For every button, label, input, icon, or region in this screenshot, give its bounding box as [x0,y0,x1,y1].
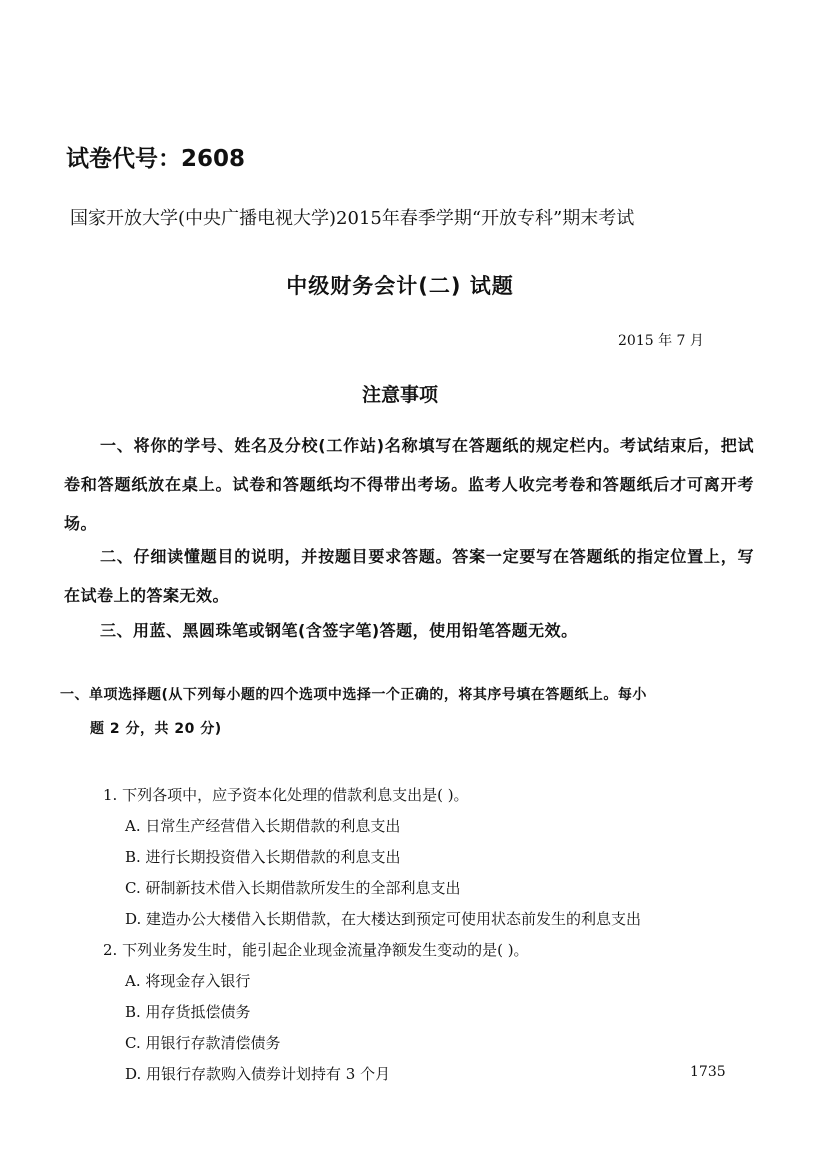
question-1-option-b: B. 进行长期投资借入长期借款的利息支出 [125,848,401,866]
section-heading [60,678,760,746]
question-1-option-a: A. 日常生产经营借入长期借款的利息支出 [125,817,401,835]
question-1-option-c: C. 研制新技术借入长期借款所发生的全部利息支出 [125,879,461,897]
question-1-stem: 1. 下列各项中，应予资本化处理的借款利息支出是( )。 [103,786,469,804]
section-heading-line2: 题 2 分，共 20 分) [90,721,222,737]
question-2-stem: 2. 下列业务发生时，能引起企业现金流量净额发生变动的是( )。 [103,941,529,959]
exam-title: 中级财务会计(二) 试题 [286,274,514,298]
notice-item-2: 二、仔细读懂题目的说明，并按题目要求答题。答案一定要写在答题纸的指定位置上，写在试卷上的答案无效。 [64,547,754,605]
question-1-option-d: D. 建造办公大楼借入长期借款，在大楼达到预定可使用状态前发生的利息支出 [125,910,642,928]
section-heading-line1: 一、单项选择题(从下列每小题的四个选项中选择一个正确的，将其序号填在答题纸上。每小 [60,687,647,703]
question-2-option-b: B. 用存货抵偿债务 [125,1003,251,1021]
exam-date: 2015 年 7 月 [618,333,704,349]
page-number: 1735 [690,1064,726,1080]
paper-code: 试卷代号：2608 [66,146,246,172]
notice-item-3: 三、用蓝、黑圆珠笔或钢笔(含签字笔)答题，使用铅笔答题无效。 [100,621,578,640]
question-2-option-d: D. 用银行存款购入债券计划持有 3 个月 [125,1065,391,1083]
exam-header: 国家开放大学(中央广播电视大学)2015年春季学期“开放专科”期末考试 [70,208,635,229]
question-2-option-a: A. 将现金存入银行 [125,972,251,990]
notice-item-1: 一、将你的学号、姓名及分校(工作站)名称填写在答题纸的规定栏内。考试结束后，把试卷和答题纸放在桌上。试卷和答题纸均不得带出考场。监考人收完考卷和答题纸后才可离开考场。 [64,436,754,533]
question-2-option-c: C. 用银行存款清偿债务 [125,1034,281,1052]
notice-heading: 注意事项 [361,384,438,406]
